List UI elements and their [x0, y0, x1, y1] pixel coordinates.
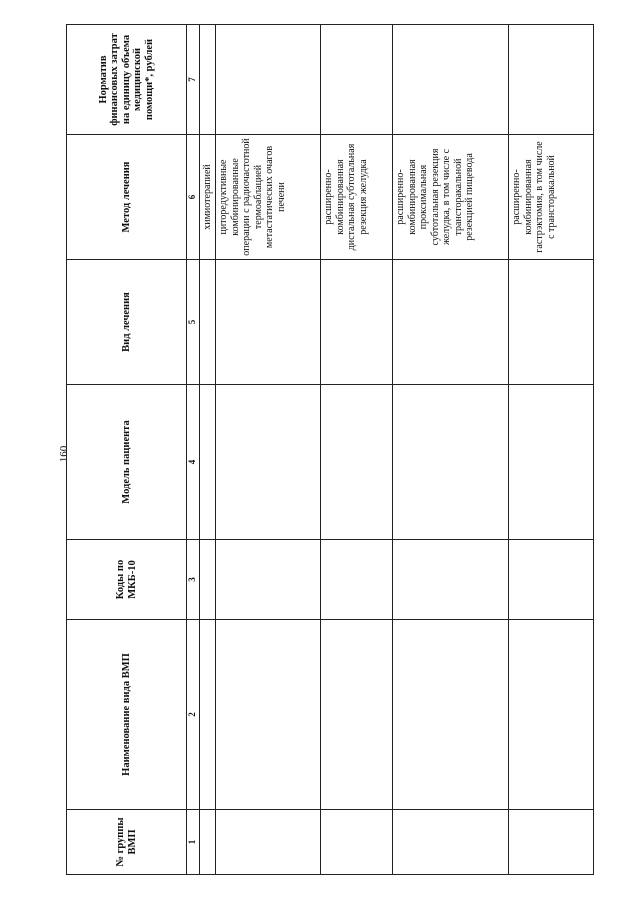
- header-group-number: № группы ВМП: [67, 810, 187, 875]
- column-number: 1: [187, 810, 200, 875]
- treatment-method-cell: циторедуктивные комбинированные операции с радиочастотной термоаблацией метастатических очагов печени: [216, 135, 321, 260]
- treatment-method-cell: расширенно-комбинированная дистальная субтотальная резекция желудка: [321, 135, 393, 260]
- column-number: 2: [187, 620, 200, 810]
- header-treatment-type: Вид лечения: [67, 260, 187, 385]
- table-row: [393, 25, 509, 875]
- column-number: 4: [187, 385, 200, 540]
- column-number: 7: [187, 25, 200, 135]
- header-cost-norm: Норматив финансовых затрат на единицу объема медицинской помощи*, рублей: [67, 25, 187, 135]
- table-row: [216, 25, 321, 875]
- vmp-table: [66, 24, 594, 875]
- table-row: [321, 25, 393, 875]
- table-row: [509, 25, 594, 875]
- header-patient-model: Модель пациента: [67, 385, 187, 540]
- treatment-method-cell: расширенно-комбинированная гастрэктомия, в том числе с трансторакальной: [509, 135, 594, 260]
- treatment-method-cell: расширенно-комбинированная проксимальная субтотальная резекция желудка, в том числе с трансторакальной резекцией пищевода: [393, 135, 509, 260]
- column-number: 5: [187, 260, 200, 385]
- header-icd-codes: Коды по МКБ-10: [67, 540, 187, 620]
- treatment-method-cell: химиотерапией: [199, 135, 216, 260]
- column-number-row: [187, 25, 200, 875]
- header-treatment-method: Метод лечения: [67, 135, 187, 260]
- column-number: 3: [187, 540, 200, 620]
- header-row: [67, 25, 187, 875]
- page-number: 160: [58, 445, 70, 463]
- header-vmp-name: Наименование вида ВМП: [67, 620, 187, 810]
- rotated-table-wrapper: [66, 25, 594, 875]
- column-number: 6: [187, 135, 200, 260]
- table-row: [199, 25, 216, 875]
